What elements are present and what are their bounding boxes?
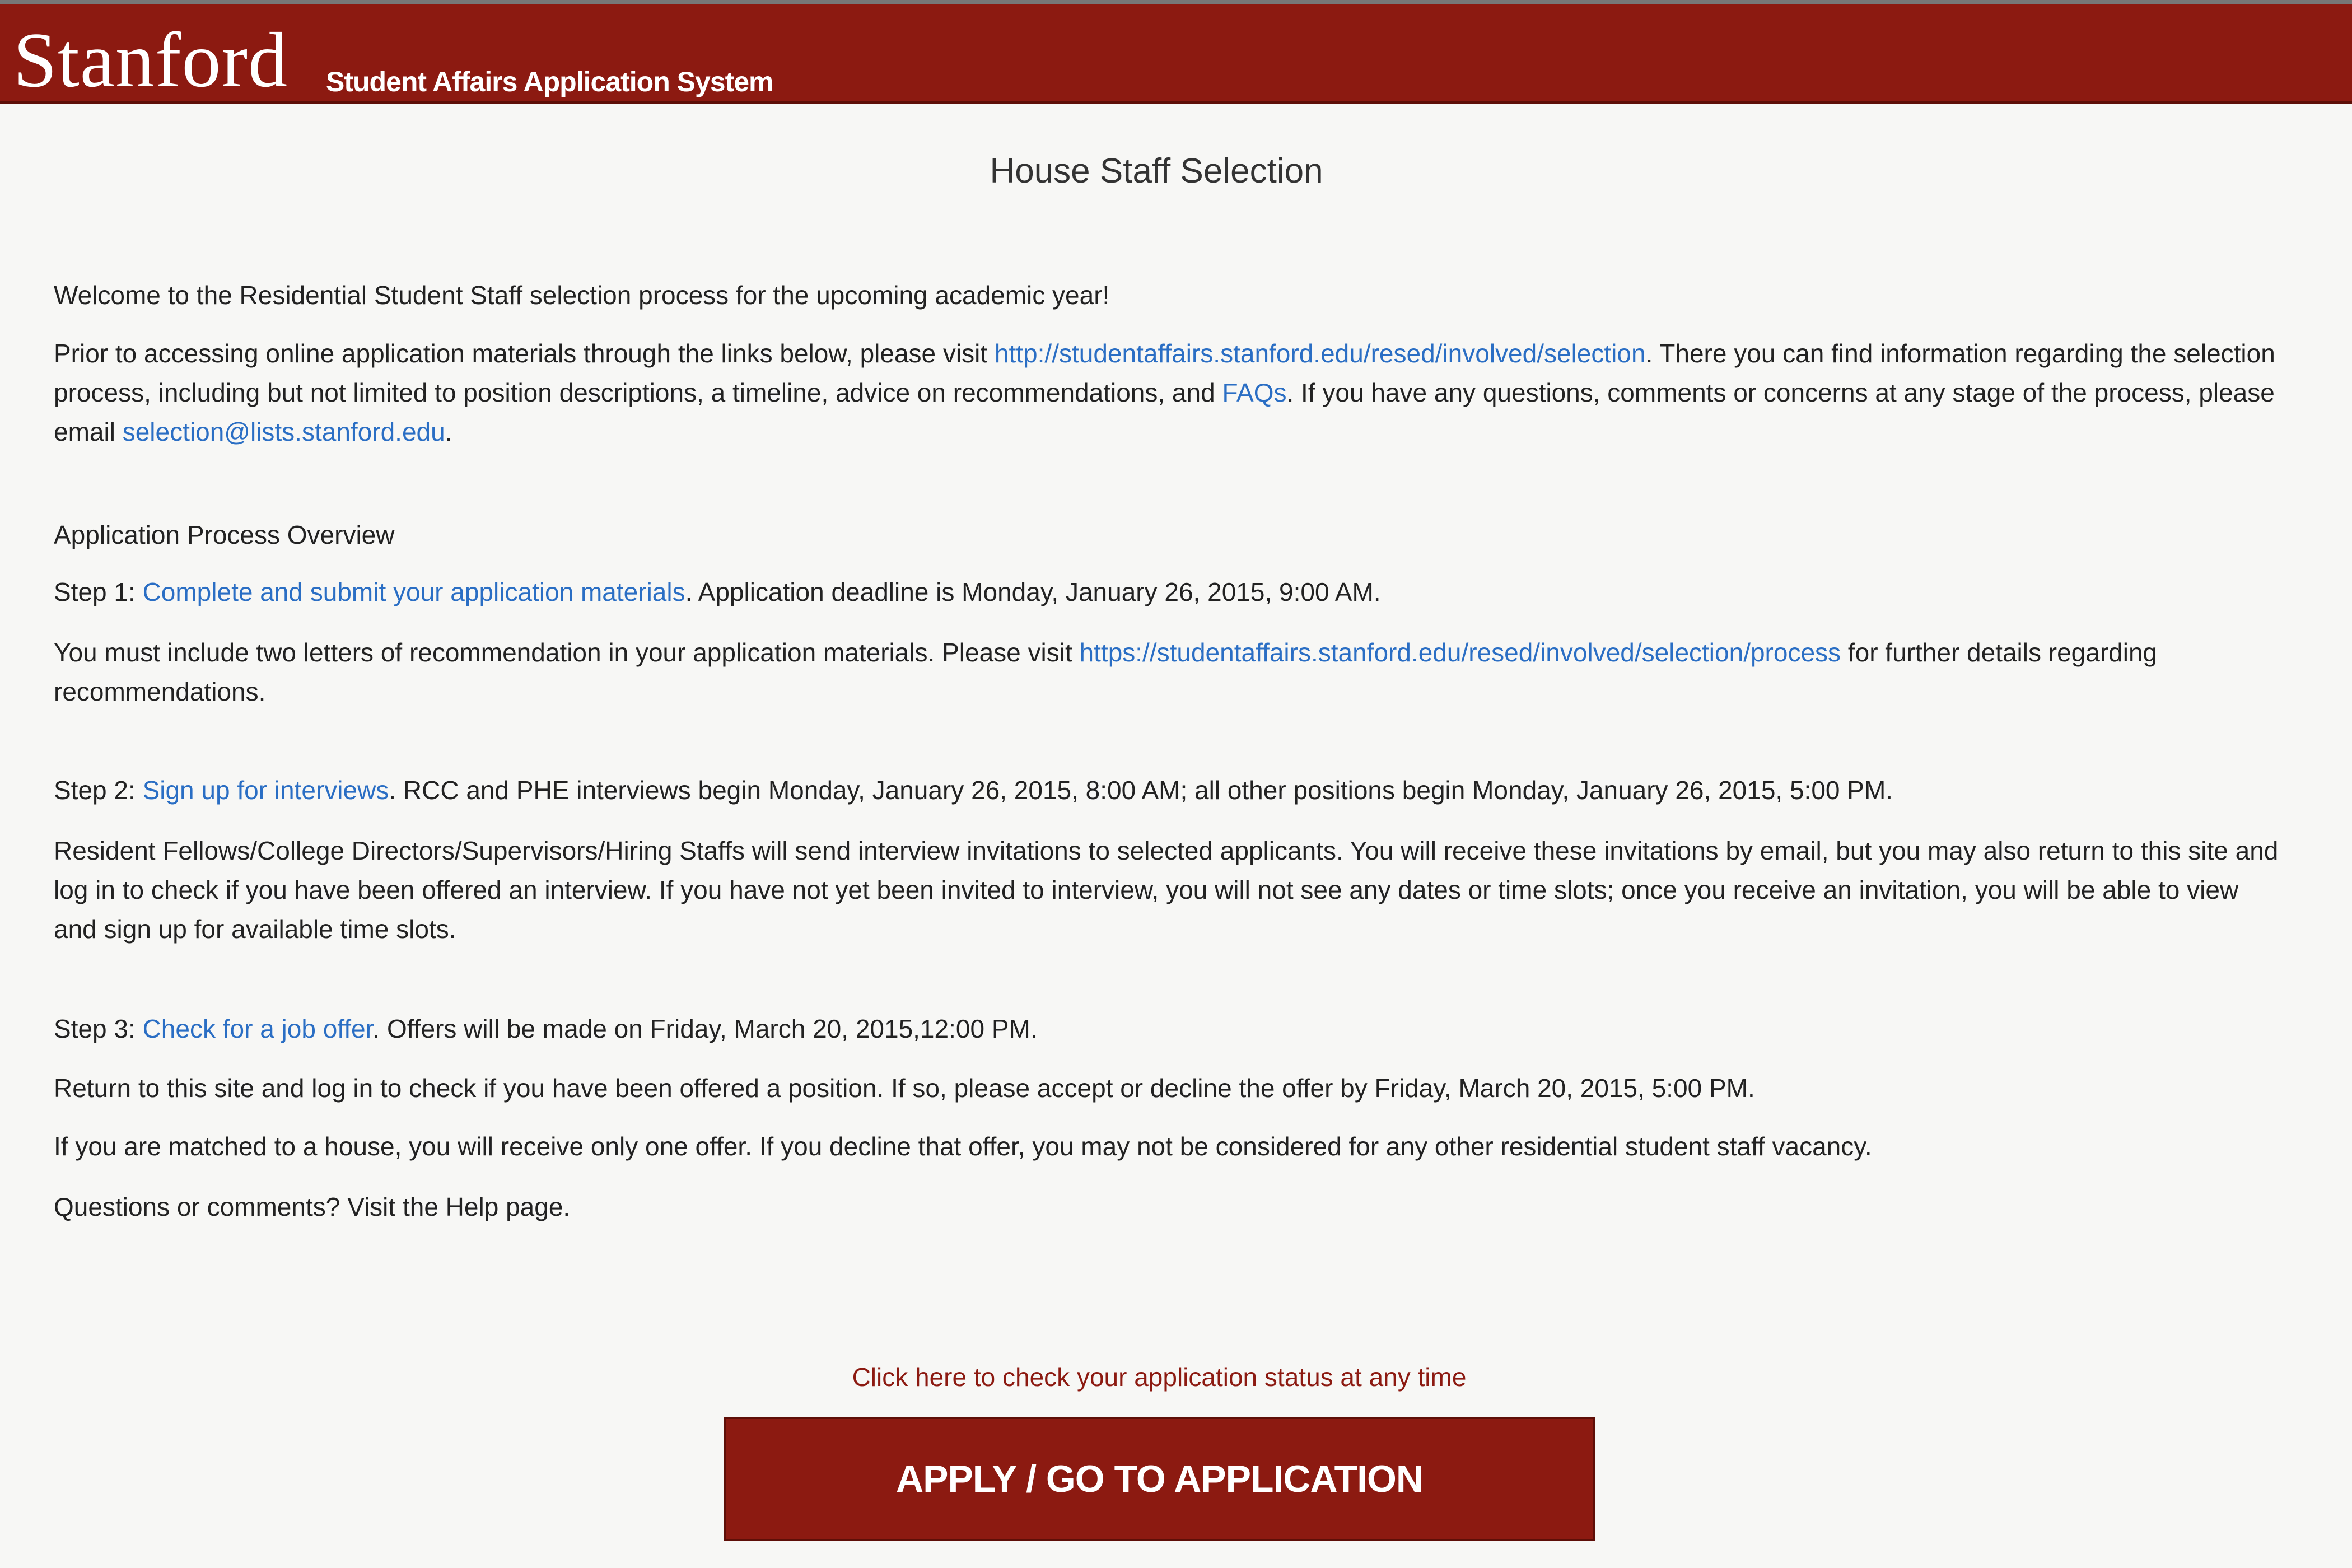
selection-email-link[interactable]: selection@lists.stanford.edu [122,417,445,446]
intro-text-3: . If you have any questions, comments or concerns at any stage of the process, please email [54,378,2275,446]
intro-text-2: . There you can find information regarding the selection process, including but not limited to position descriptions, a timeline, advice on recommendations, and [54,339,2275,407]
stanford-logo[interactable]: Stanford [13,17,288,104]
questions-text: Questions or comments? Visit the Help page. [54,1192,571,1221]
intro-text-1: Prior to accessing online application materials through the links below, please visit [54,339,995,368]
step3-prefix: Step 3: [54,1014,143,1043]
system-name: Student Affairs Application System [326,66,773,97]
return-text: Return to this site and log in to check if you have been offered a position. If so, please accept or decline the offer by Friday, March 20, 2015, 5:00 PM. [54,1074,1755,1103]
interview-details: Resident Fellows/College Directors/Supervisors/Hiring Staffs will send interview invitations to selected applicants. You will receive these invitations by email, but you may also return to this site and log in to check if you have been offered an interview. If you have not yet been invited to interview, you will not see any dates or time slots; once you receive an invitation, you will be able to view and sign up for available time slots. [54,836,2279,944]
overview-heading: Application Process Overview [54,520,395,549]
rec-text-2: for further details regarding recommendations. [54,638,2158,706]
window-top-border [0,0,2352,4]
site-header [0,4,2352,104]
selection-info-link[interactable]: http://studentaffairs.stanford.edu/resed/involved/selection [994,339,1646,368]
step3-job-offer-link[interactable]: Check for a job offer [142,1014,373,1043]
recommendation-paragraph [54,633,2283,711]
intro-text-4: . [445,417,452,446]
application-status-link[interactable]: Click here to check your application status at any time [852,1362,1467,1392]
step3-line [54,1009,2283,1048]
intro-paragraph [54,334,2283,451]
page-title: House Staff Selection [990,152,1323,190]
welcome-text: Welcome to the Residential Student Staff selection process for the upcoming academic year! [54,281,1110,310]
step3-dates: . Offers will be made on Friday, March 20, 2015,12:00 PM. [372,1014,1038,1043]
step2-interviews-link[interactable]: Sign up for interviews [142,776,389,805]
step2-prefix: Step 2: [54,776,143,805]
recommendation-process-link[interactable]: https://studentaffairs.stanford.edu/resed/involved/selection/process [1079,638,1841,667]
faqs-link[interactable]: FAQs [1222,378,1287,407]
step2-line [54,771,2283,810]
step2-dates: . RCC and PHE interviews begin Monday, January 26, 2015, 8:00 AM; all other positions begin Monday, January 26, 2015, 5:00 PM. [389,776,1893,805]
rec-text-1: You must include two letters of recommendation in your application materials. Please visit [54,638,1080,667]
step1-application-link[interactable]: Complete and submit your application materials [142,577,685,606]
step1-prefix: Step 1: [54,577,143,606]
step1-deadline: . Application deadline is Monday, January 26, 2015, 9:00 AM. [685,577,1381,606]
step1-line [54,572,2283,612]
apply-button[interactable]: APPLY / GO TO APPLICATION [724,1417,1595,1541]
matched-text: If you are matched to a house, you will receive only one offer. If you decline that offer, you may not be considered for any other residential student staff vacancy. [54,1132,1872,1161]
